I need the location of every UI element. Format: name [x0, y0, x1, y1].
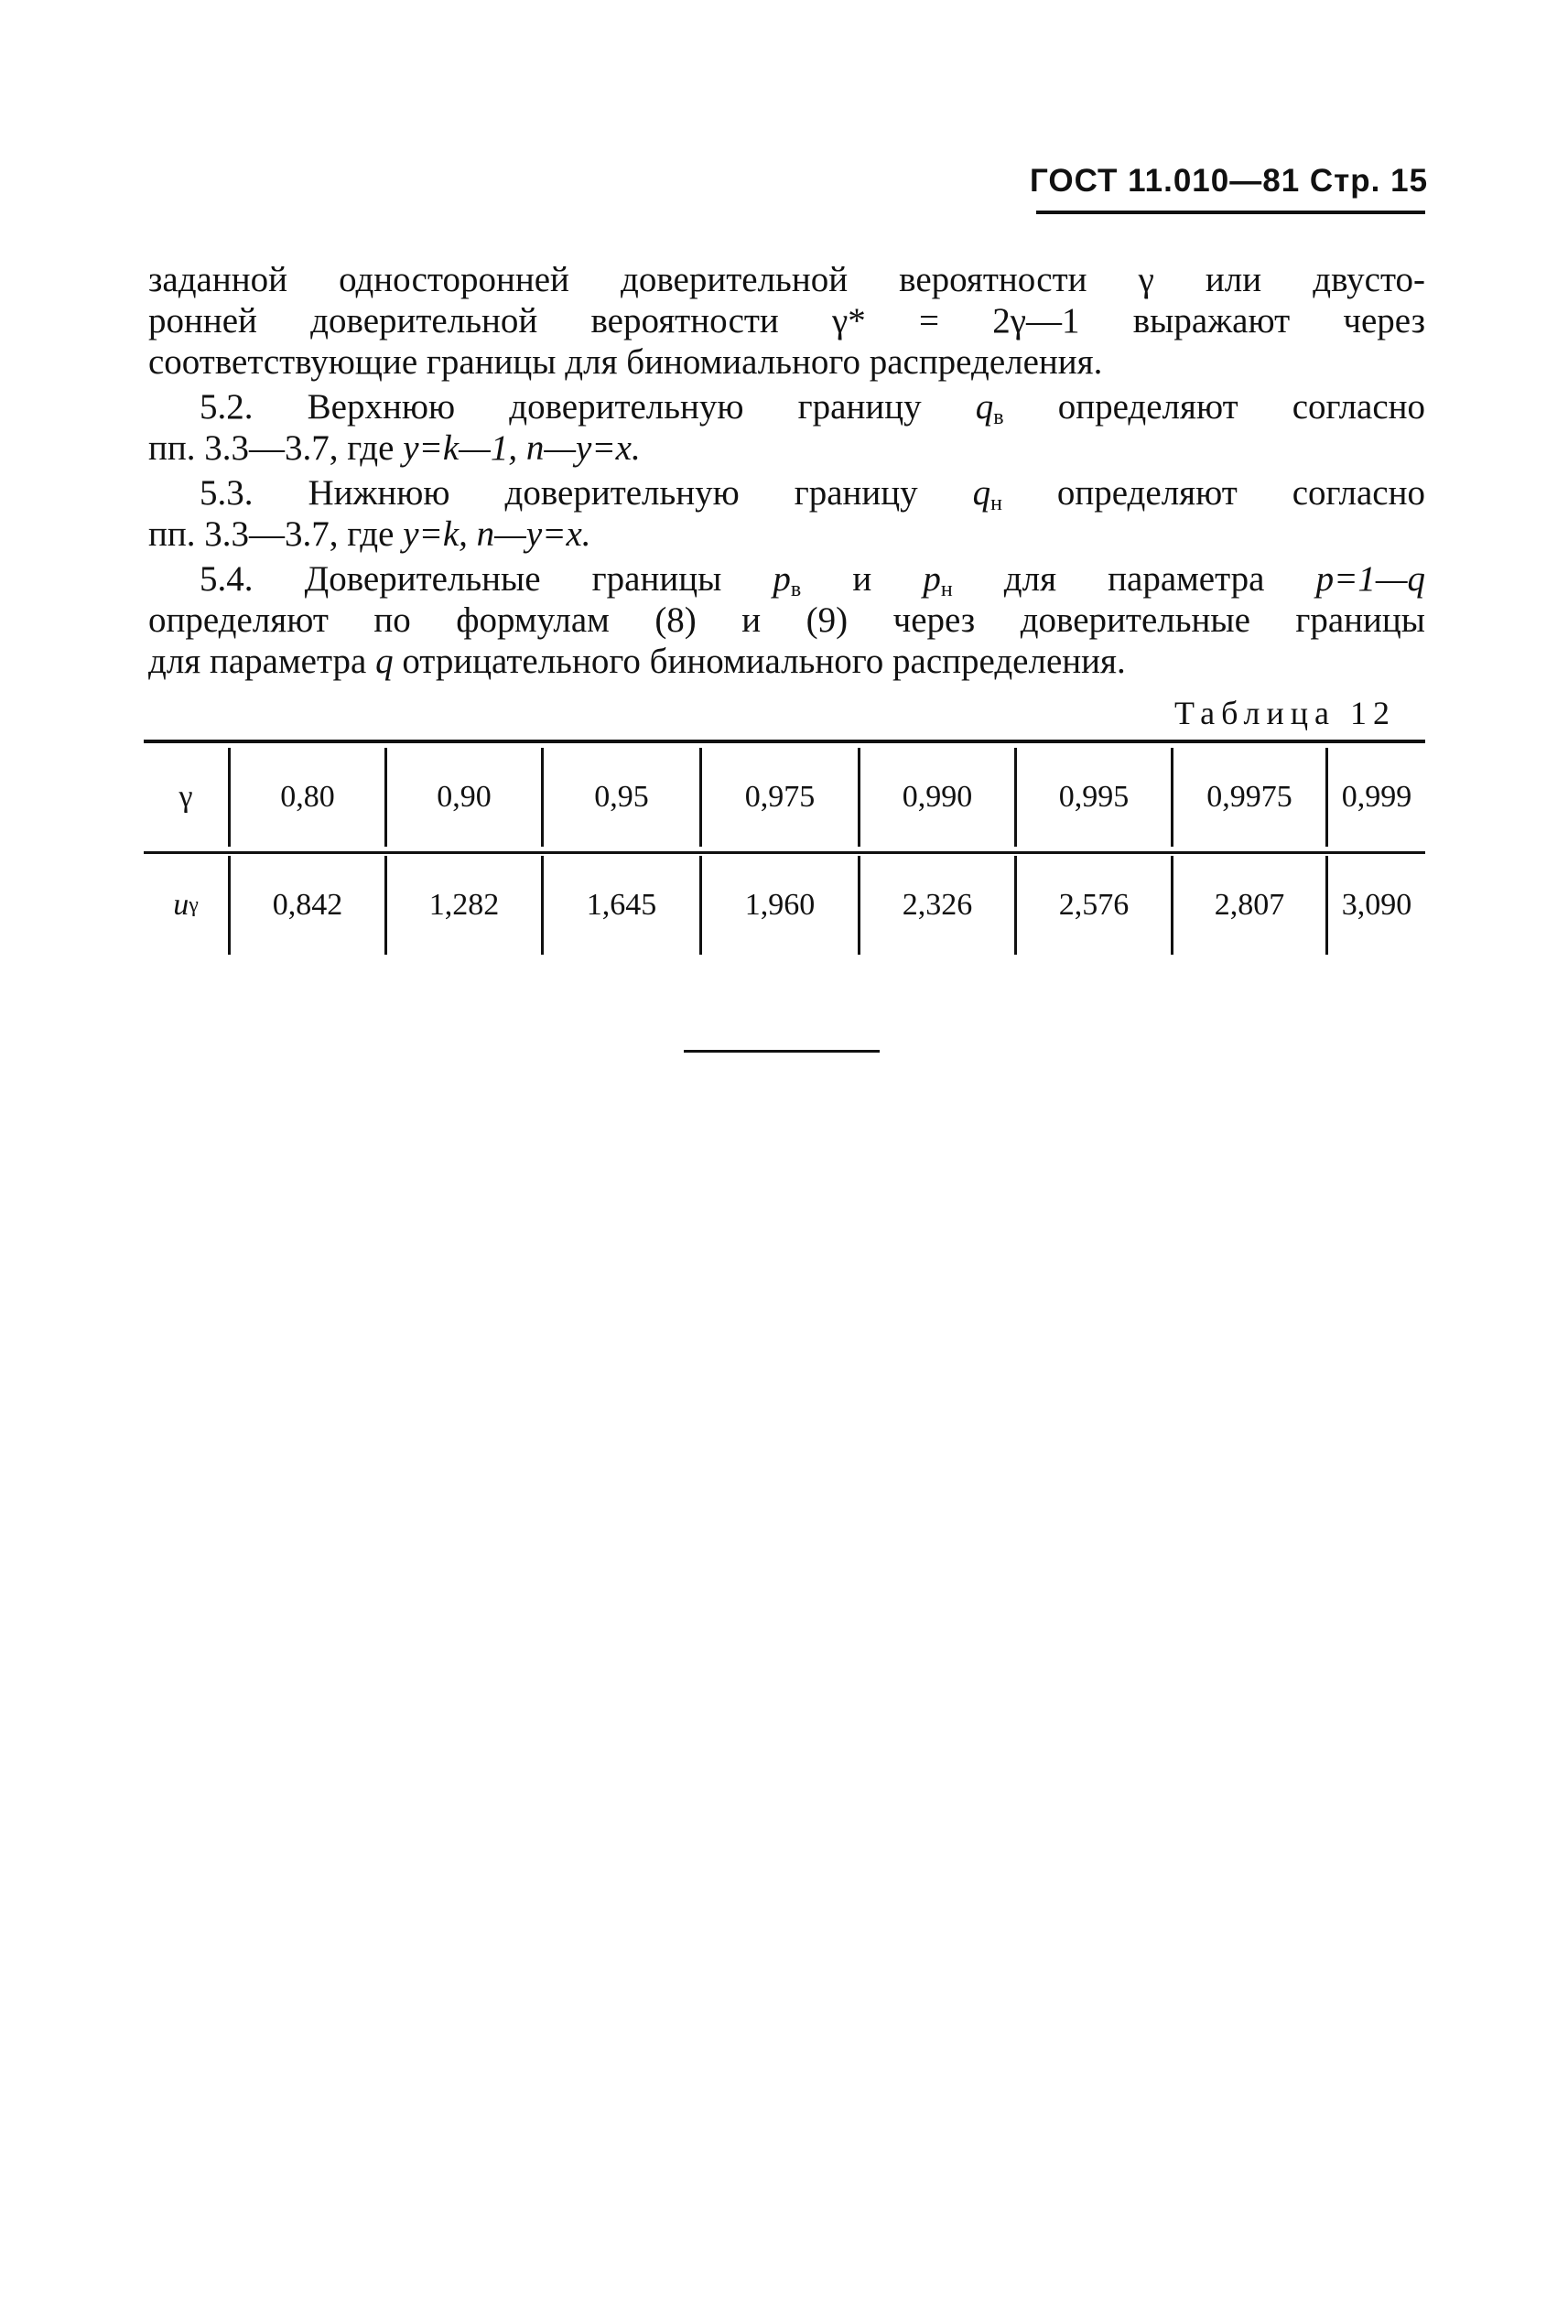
u-value: 1,960	[744, 888, 816, 922]
upper-p-symbol: $p_в$	[773, 559, 802, 601]
parameter-q: q	[375, 642, 394, 681]
upper-bound-symbol: $q_в$	[975, 387, 1004, 429]
gamma-value: 0,90	[437, 780, 492, 814]
u-value: 3,090	[1341, 888, 1412, 922]
paragraph-5-2-line-1	[148, 386, 1425, 427]
paragraph-5-4-line-1: 5.4. Доверительные границы $p_в$ и $p_н$ для параметра p=1—q	[200, 559, 1426, 601]
paragraph-5-4-line-3: для параметра q отрицательного биномиального распределения.	[148, 642, 1126, 681]
gamma-value: 0,95	[594, 780, 649, 814]
u-value: 2,576	[1058, 888, 1130, 922]
gamma-value: 0,9975	[1206, 780, 1292, 814]
table-top-rule	[144, 740, 1425, 743]
clause-text: для параметра	[1003, 559, 1265, 599]
paragraph-0-line-3: соответствующие границы для биномиального распределения.	[148, 342, 1103, 382]
paragraph-0-line-2: ронней доверительной вероятности γ* = 2γ—1 выражают через	[148, 301, 1425, 340]
clause-text: Доверительные границы	[304, 559, 722, 599]
clause-number: 5.3.	[200, 473, 254, 513]
gamma-value: 0,80	[280, 780, 335, 814]
gamma-value: 0,990	[902, 780, 973, 814]
paragraph-5-3-line-1	[148, 472, 1425, 513]
u-value: 2,326	[902, 888, 973, 922]
paragraph-5-4-line-2: определяют по формулам (8) и (9) через доверительные границы	[148, 600, 1425, 640]
paragraph-0-line-1: заданной односторонней доверительной вероятности γ или двусто-	[148, 260, 1425, 299]
header-rule	[1036, 211, 1425, 214]
u-value: 0,842	[272, 888, 343, 922]
gamma-value: 0,995	[1058, 780, 1130, 814]
table-caption: Таблица 12	[1174, 695, 1396, 731]
gamma-value: 0,975	[744, 780, 816, 814]
clause-text: Нижнюю доверительную границу	[308, 473, 918, 513]
clause-number: 5.4.	[200, 559, 254, 599]
formula: n—y=x.	[476, 514, 591, 554]
table-row-gamma	[144, 748, 1425, 847]
table-middle-rule	[144, 851, 1425, 854]
paragraph-5-2-line-2: пп. 3.3—3.7, где y=k—1, n—y=x.	[148, 428, 641, 468]
lower-p-symbol: $p_н$	[923, 559, 953, 601]
formula: y=k,	[403, 514, 468, 554]
u-value: 2,807	[1214, 888, 1285, 922]
clause-text: Верхнюю доверительную границу	[307, 387, 922, 427]
row-label-u-gamma: u γ	[173, 888, 199, 922]
clause-number: 5.2.	[200, 387, 254, 427]
u-value: 1,645	[586, 888, 657, 922]
paragraph-5-3-line-2: пп. 3.3—3.7, где y=k, n—y=x.	[148, 514, 591, 554]
end-rule	[684, 1050, 880, 1053]
page-header: ГОСТ 11.010—81 Стр. 15	[1030, 163, 1429, 199]
gamma-value: 0,999	[1341, 780, 1412, 814]
clause-text: определяют согласно	[1056, 473, 1425, 513]
clause-text: определяют согласно	[1057, 387, 1426, 427]
lower-bound-symbol: $q_н$	[972, 473, 1002, 515]
body-text	[148, 259, 1425, 682]
formula: p=1—q	[1315, 559, 1426, 599]
u-value: 1,282	[428, 888, 500, 922]
formula: y=k—1,	[403, 428, 518, 468]
table-row-u	[144, 856, 1425, 955]
row-label-gamma: γ	[178, 780, 193, 814]
formula: n—y=x.	[525, 428, 641, 468]
